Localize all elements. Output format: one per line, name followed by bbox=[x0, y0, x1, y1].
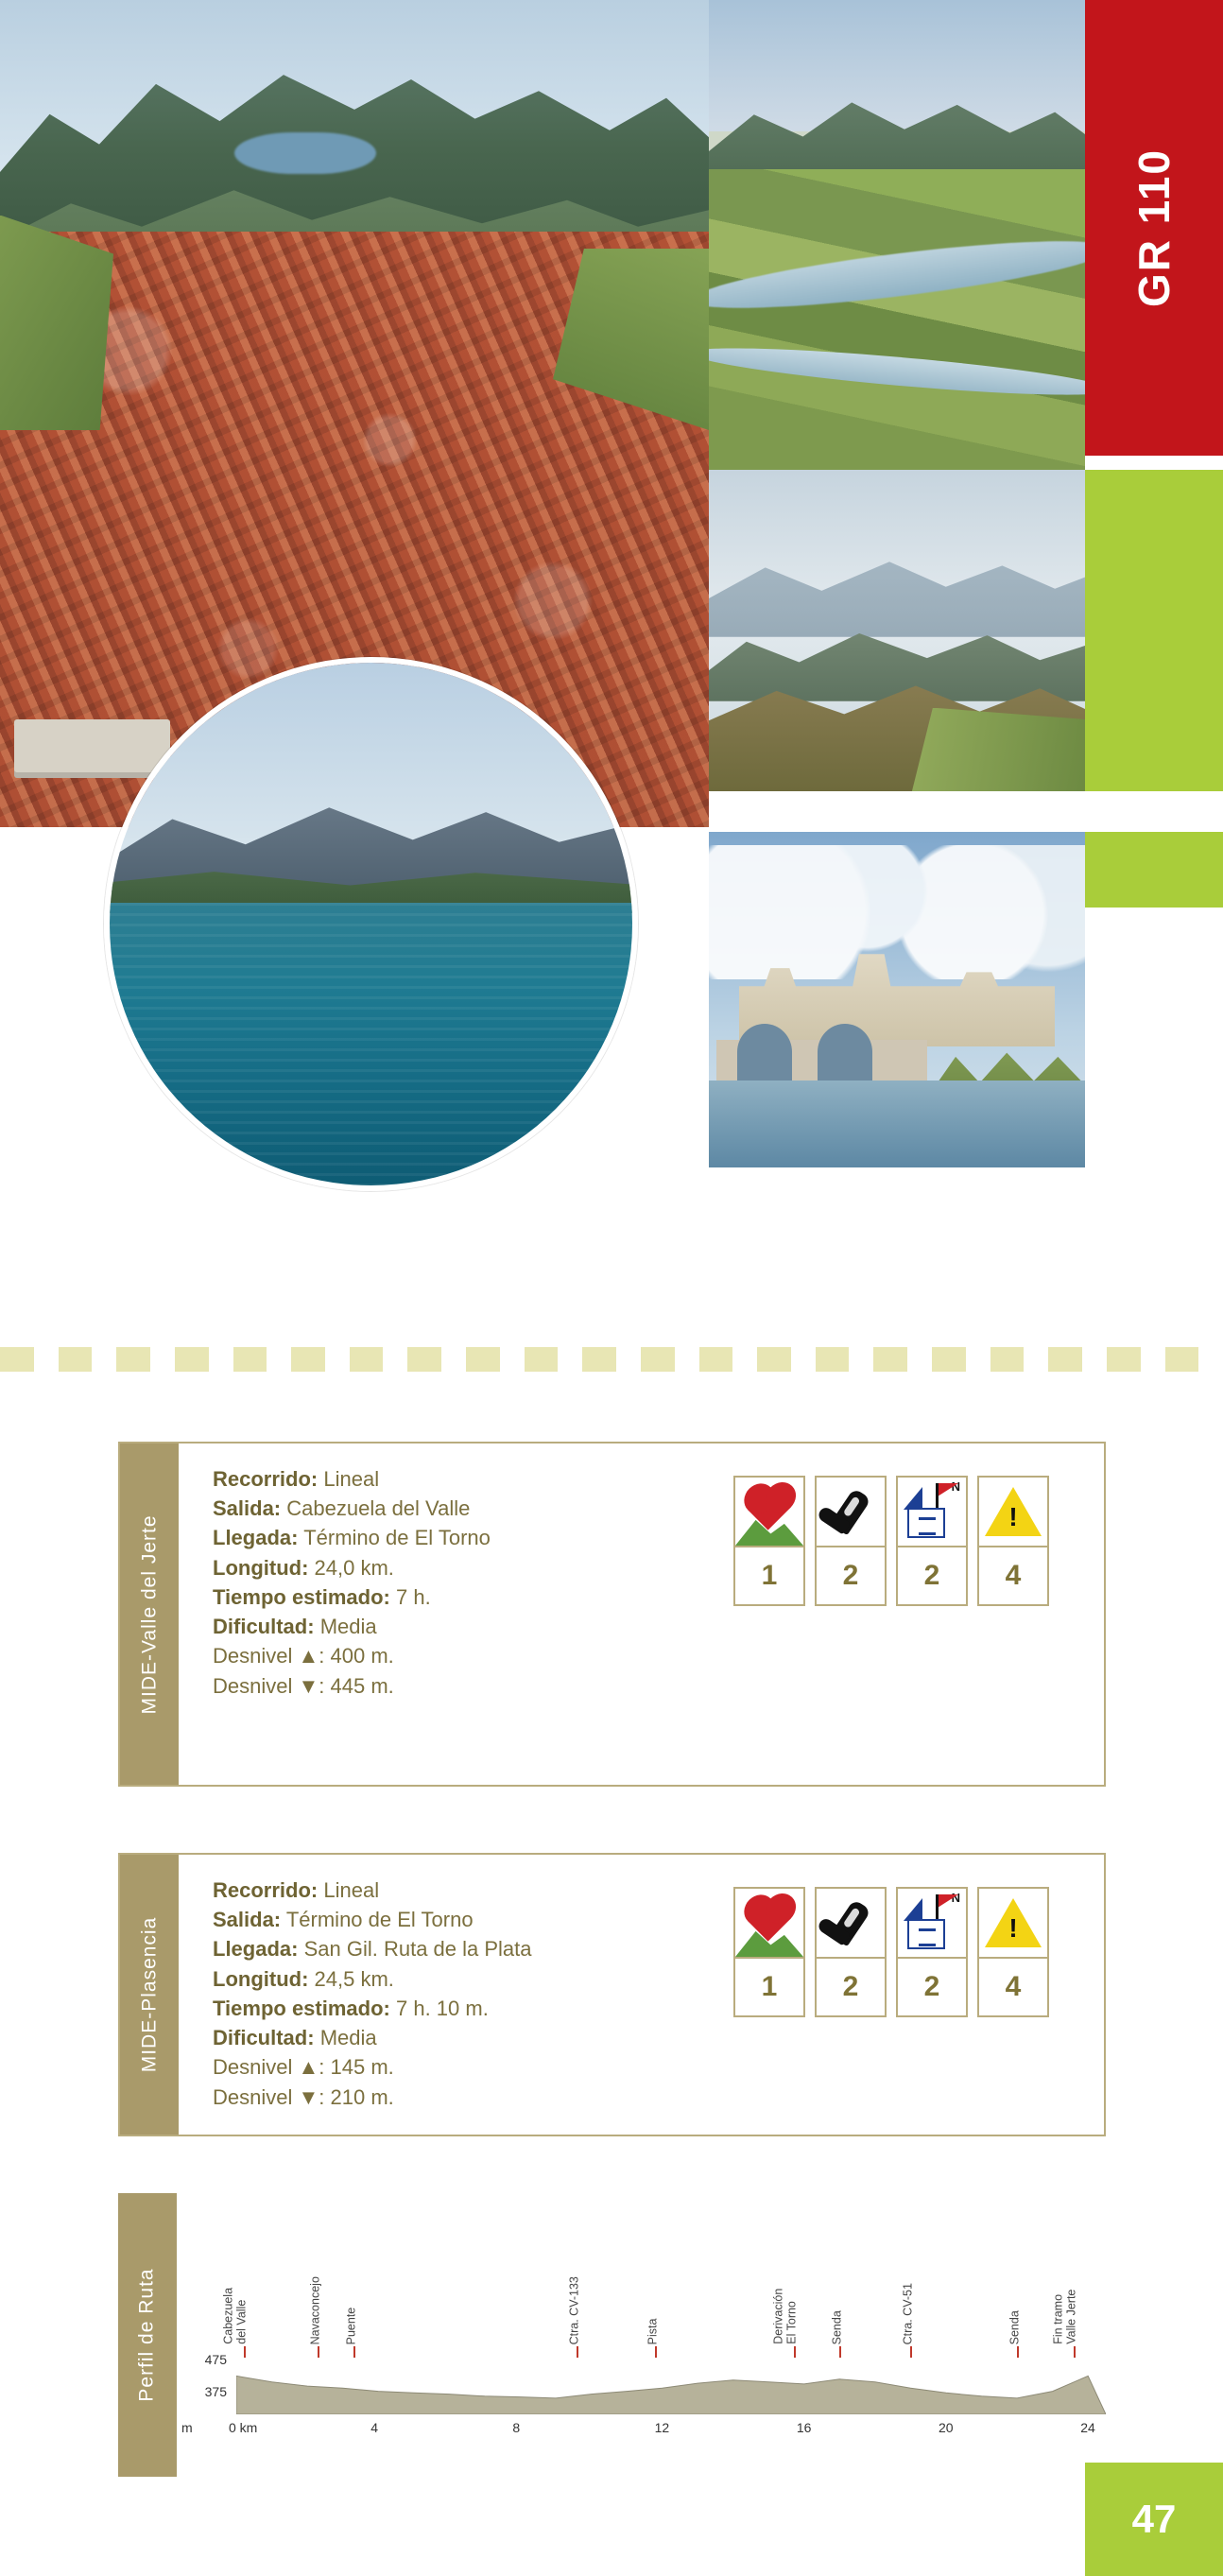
waypoint-label: Cabezuela del Valle bbox=[220, 2288, 249, 2344]
spec-value: 210 m. bbox=[330, 2084, 394, 2109]
severity-medium-icon bbox=[733, 1887, 805, 1959]
spec-row bbox=[213, 2052, 733, 2082]
spec-label: Dificultad: bbox=[213, 1615, 315, 1639]
mide-cell bbox=[977, 1887, 1049, 2017]
green-accent-bar-bottom bbox=[1085, 832, 1223, 908]
spec-label: Salida: bbox=[213, 1908, 282, 1932]
spec-value: 7 h. bbox=[395, 1584, 431, 1609]
mide-icon-group bbox=[733, 1464, 1104, 1785]
mide-panel-valle-del-jerte bbox=[118, 1442, 1106, 1787]
x-tick: 24 bbox=[1080, 2420, 1095, 2435]
spec-list bbox=[179, 1876, 733, 2135]
spec-label: Tiempo estimado: bbox=[213, 1996, 390, 2020]
spec-value: Cabezuela del Valle bbox=[286, 1496, 471, 1521]
panel-tab-label: MIDE-Plasencia bbox=[138, 1916, 160, 2073]
spec-row bbox=[213, 1994, 733, 2023]
itinerary-icon bbox=[815, 1476, 887, 1547]
spec-row bbox=[213, 1464, 733, 1494]
spec-row bbox=[213, 1876, 733, 1905]
lake-water bbox=[110, 903, 632, 1185]
mide-cell bbox=[896, 1887, 968, 2017]
mide-value: 4 bbox=[977, 1959, 1049, 2017]
mide-cell bbox=[733, 1476, 805, 1606]
waypoint-label: Ctra. CV-133 bbox=[568, 2275, 582, 2344]
mide-value: 1 bbox=[733, 1547, 805, 1606]
river bbox=[709, 1081, 1085, 1167]
waypoint-label: Puente bbox=[344, 2307, 358, 2344]
spec-label: Llegada: bbox=[213, 1526, 299, 1550]
spec-value: Media bbox=[319, 2026, 377, 2050]
page-number-badge bbox=[1085, 2463, 1223, 2576]
mide-value: 2 bbox=[896, 1959, 968, 2017]
spec-value: Lineal bbox=[323, 1467, 380, 1491]
spec-value: Término de El Torno bbox=[285, 1908, 474, 1932]
x-tick: 4 bbox=[370, 2420, 378, 2435]
spec-value: 24,0 km. bbox=[314, 1555, 394, 1580]
spec-label: Llegada: bbox=[213, 1937, 299, 1962]
fields bbox=[912, 708, 1085, 791]
spec-label: Longitud: bbox=[213, 1555, 309, 1580]
spec-row bbox=[213, 2023, 733, 2052]
mide-value: 1 bbox=[733, 1959, 805, 2017]
dashed-separator bbox=[0, 1347, 1223, 1372]
spec-value: 445 m. bbox=[330, 1673, 394, 1698]
profile-tab-label: Perfil de Ruta bbox=[136, 2268, 159, 2402]
spec-row bbox=[213, 1612, 733, 1641]
mide-cell bbox=[815, 1887, 887, 2017]
spec-value: 400 m. bbox=[330, 1644, 394, 1668]
spec-label: Tiempo estimado: bbox=[213, 1584, 390, 1609]
spec-label: Salida: bbox=[213, 1496, 282, 1521]
mide-value: 2 bbox=[815, 1959, 887, 2017]
spec-row bbox=[213, 1671, 733, 1701]
waypoint-label: Derivación El Torno bbox=[770, 2288, 799, 2344]
spec-row bbox=[213, 1934, 733, 1963]
spec-row bbox=[213, 1582, 733, 1612]
spec-label: Recorrido: bbox=[213, 1467, 319, 1491]
y-tick-375: 375 bbox=[204, 2384, 227, 2399]
severity-medium-icon bbox=[733, 1476, 805, 1547]
spec-value: 7 h. 10 m. bbox=[395, 1996, 489, 2020]
spec-label-ascent: Desnivel ▲: bbox=[213, 1644, 325, 1668]
fields bbox=[709, 169, 1085, 470]
gr-route-banner bbox=[1085, 0, 1223, 456]
mide-panel-plasencia bbox=[118, 1853, 1106, 2136]
mide-cell bbox=[815, 1476, 887, 1606]
waypoint-label: Senda bbox=[1008, 2309, 1022, 2344]
x-tick: 16 bbox=[796, 2420, 812, 2435]
green-accent-bar-top bbox=[1085, 470, 1223, 791]
page-number: 47 bbox=[1131, 2497, 1177, 2541]
spec-value: 24,5 km. bbox=[314, 1966, 394, 1991]
difficulty-warning-icon bbox=[977, 1476, 1049, 1547]
mide-value: 2 bbox=[815, 1547, 887, 1606]
profile-tab bbox=[118, 2193, 177, 2477]
spec-value: Media bbox=[319, 1615, 377, 1639]
spec-row bbox=[213, 1494, 733, 1523]
mide-value: 4 bbox=[977, 1547, 1049, 1606]
spec-value: San Gil. Ruta de la Plata bbox=[303, 1937, 532, 1962]
spec-value: 145 m. bbox=[330, 2055, 394, 2080]
profile-chart bbox=[181, 2193, 1106, 2477]
spec-label: Recorrido: bbox=[213, 1878, 319, 1902]
spec-label-ascent: Desnivel ▲: bbox=[213, 2055, 325, 2080]
mide-cell bbox=[896, 1476, 968, 1606]
waypoint-label: Senda bbox=[830, 2309, 844, 2344]
lake-circle-photo bbox=[104, 657, 638, 1191]
spec-label: Longitud: bbox=[213, 1966, 309, 1991]
village-bridge-photo bbox=[709, 832, 1085, 1167]
spec-row bbox=[213, 1641, 733, 1670]
river-valley-photo bbox=[709, 0, 1085, 470]
spec-row bbox=[213, 1553, 733, 1582]
spec-row bbox=[213, 1905, 733, 1934]
sky bbox=[709, 0, 1085, 131]
orientation-icon: N bbox=[896, 1887, 968, 1959]
clouds bbox=[709, 845, 1085, 979]
bridge-arch bbox=[818, 1024, 872, 1081]
x-axis-unit: m bbox=[181, 2420, 193, 2435]
mide-cell bbox=[733, 1887, 805, 2017]
spec-value: Lineal bbox=[323, 1878, 380, 1902]
x-tick: 20 bbox=[939, 2420, 954, 2435]
spec-row bbox=[213, 1964, 733, 1994]
mide-cell bbox=[977, 1476, 1049, 1606]
spec-row bbox=[213, 2083, 733, 2112]
itinerary-icon bbox=[815, 1887, 887, 1959]
waypoint-label: Pista bbox=[646, 2318, 660, 2344]
waypoint-label: Navaconcejo bbox=[308, 2275, 322, 2344]
x-axis bbox=[181, 2420, 1106, 2443]
waypoint-label: Ctra. CV-51 bbox=[902, 2282, 916, 2344]
x-tick: 8 bbox=[512, 2420, 521, 2435]
panel-tab bbox=[120, 1855, 179, 2135]
panel-tab-label: MIDE-Valle del Jerte bbox=[138, 1513, 161, 1715]
gr-route-label: GR 110 bbox=[1129, 148, 1179, 307]
spec-label: Dificultad: bbox=[213, 2026, 315, 2050]
spec-row bbox=[213, 1523, 733, 1552]
reservoir bbox=[234, 132, 376, 174]
waypoint-labels bbox=[220, 2193, 1106, 2344]
bridge-arch bbox=[737, 1024, 792, 1081]
spec-value: Término de El Torno bbox=[303, 1526, 491, 1550]
spec-label-descent: Desnivel ▼: bbox=[213, 1673, 325, 1698]
misty-mountains-photo bbox=[709, 470, 1085, 791]
difficulty-warning-icon bbox=[977, 1887, 1049, 1959]
waypoint-label: Fin tramo Valle Jerte bbox=[1051, 2289, 1078, 2344]
panel-tab bbox=[120, 1444, 179, 1785]
y-tick-475: 475 bbox=[204, 2352, 227, 2367]
route-profile bbox=[118, 2193, 1106, 2477]
spec-list bbox=[179, 1464, 733, 1785]
mide-value: 2 bbox=[896, 1547, 968, 1606]
x-tick: 0 km bbox=[229, 2420, 258, 2435]
photo-collage bbox=[0, 0, 1223, 1191]
x-tick: 12 bbox=[654, 2420, 670, 2435]
spec-label-descent: Desnivel ▼: bbox=[213, 2084, 325, 2109]
y-axis bbox=[181, 2352, 233, 2414]
orientation-icon: N bbox=[896, 1476, 968, 1547]
stone-bridge bbox=[716, 1040, 927, 1081]
mide-icon-group bbox=[733, 1876, 1104, 2135]
elevation-area-plot bbox=[236, 2356, 1106, 2414]
